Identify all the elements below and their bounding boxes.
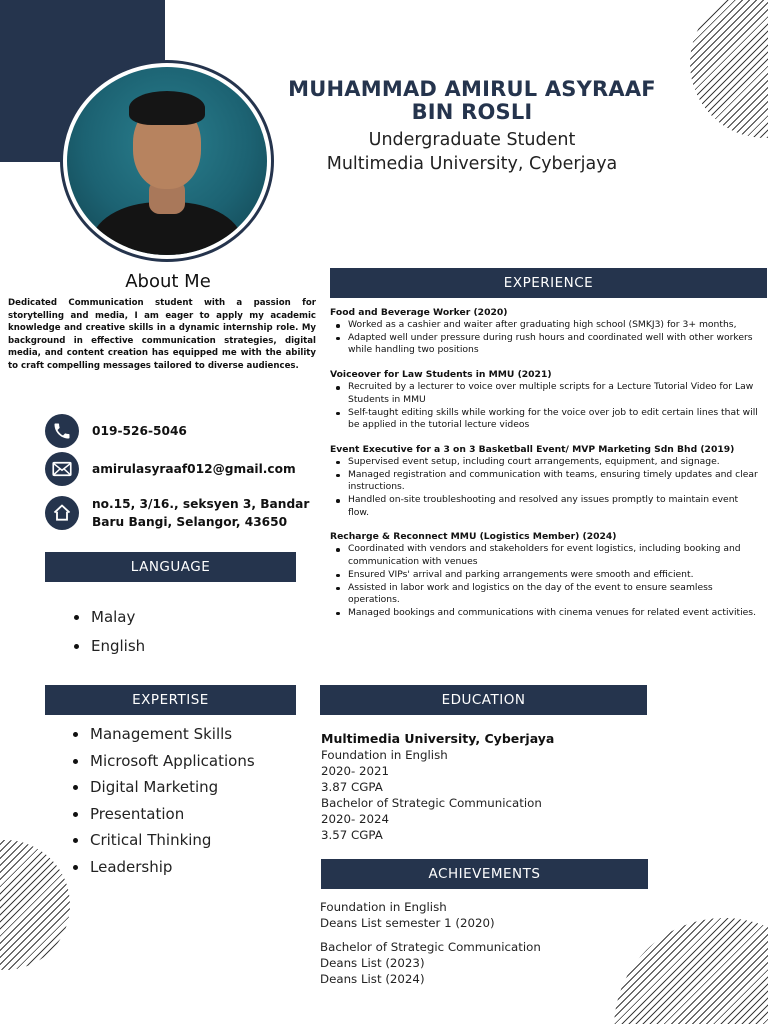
- experience-entry: [330, 530, 762, 619]
- education-line: 3.57 CGPA: [321, 828, 383, 842]
- achievement-line: Foundation in English: [320, 900, 447, 914]
- decorative-hatched-circle-bottom-left: [0, 840, 70, 970]
- job-title: Recharge & Reconnect MMU (Logistics Member) (2024): [330, 531, 617, 543]
- decorative-hatched-circle-top-right: [690, 0, 768, 138]
- experience-heading: EXPERIENCE: [330, 268, 767, 298]
- job-bullet: Recruited by a lecturer to voice over multiple scripts for a Lecture Tutorial Video for Law Students in MMU: [330, 381, 762, 406]
- job-bullet: Supervised event setup, including court arrangements, equipment, and signage.: [330, 456, 762, 469]
- list-item: Critical Thinking: [73, 827, 255, 854]
- job-bullet: Ensured VIPs' arrival and parking arrangements were smooth and efficient.: [330, 569, 762, 582]
- achievement-group: [320, 939, 650, 987]
- list-item: Leadership: [73, 854, 255, 881]
- experience-entry: [330, 306, 762, 357]
- job-bullet: Handled on-site troubleshooting and resolved any issues promptly to maintain event flow.: [330, 494, 762, 519]
- contact-phone-row: [45, 414, 187, 448]
- profile-photo-image: [67, 67, 267, 255]
- education-line: Bachelor of Strategic Communication: [321, 796, 542, 810]
- list-item: Malay: [74, 603, 145, 632]
- experience-entry: [330, 443, 762, 520]
- candidate-name-line1: MUHAMMAD AMIRUL ASYRAAF: [288, 77, 656, 101]
- job-title: Voiceover for Law Students in MMU (2021): [330, 369, 552, 381]
- education-line: 2020- 2024: [321, 812, 390, 826]
- list-item: Microsoft Applications: [73, 748, 255, 775]
- job-bullet: Assisted in labor work and logistics on the day of the event to ensure seamless operations.: [330, 582, 762, 607]
- list-item: Management Skills: [73, 721, 255, 748]
- contact-email[interactable]: amirulasyraaf012@gmail.com: [92, 462, 296, 476]
- achievement-line: Deans List (2023): [320, 956, 425, 970]
- candidate-name: [282, 78, 662, 124]
- experience-list: [330, 306, 762, 631]
- subtitle-role: Undergraduate Student: [368, 130, 576, 150]
- home-icon: [45, 496, 79, 530]
- education-line: 2020- 2021: [321, 764, 390, 778]
- achievements-heading: ACHIEVEMENTS: [321, 859, 648, 889]
- education-heading: EDUCATION: [320, 685, 647, 715]
- contact-address: [92, 495, 309, 531]
- achievement-line: Bachelor of Strategic Communication: [320, 940, 541, 954]
- achievement-group: [320, 899, 650, 931]
- candidate-subtitle: [282, 128, 662, 176]
- job-bullet: Managed registration and communication with teams, ensuring timely updates and clear instructions.: [330, 469, 762, 494]
- contact-phone[interactable]: 019-526-5046: [92, 424, 187, 438]
- achievement-line: Deans List (2024): [320, 972, 425, 986]
- job-title: Event Executive for a 3 on 3 Basketball Event/ MVP Marketing Sdn Bhd (2019): [330, 443, 735, 455]
- job-title: Food and Beverage Worker (2020): [330, 307, 508, 318]
- list-item: Presentation: [73, 801, 255, 828]
- job-bullet: Worked as a cashier and waiter after graduating high school (SMKJ3) for 3+ months,: [330, 319, 762, 332]
- experience-entry: [330, 368, 762, 432]
- education-school: Multimedia University, Cyberjaya: [321, 731, 555, 746]
- education-section: [321, 730, 651, 843]
- candidate-name-line2: BIN ROSLI: [411, 100, 533, 124]
- language-heading: LANGUAGE: [45, 552, 296, 582]
- profile-photo: [60, 60, 274, 262]
- about-paragraph: Dedicated Communication student with a passion for storytelling and media, I am eager to apply my academic knowledge and creative skills in a dynamic internship role. My background in effective communication strategies, digital media, and content creation has equipped me with the ability to craft compelling messages tailored to diverse audiences.: [8, 298, 316, 371]
- contact-address-row: [45, 495, 309, 531]
- language-list: [74, 603, 145, 661]
- achievement-line: Deans List semester 1 (2020): [320, 916, 495, 930]
- about-heading: About Me: [125, 271, 211, 292]
- address-line1: no.15, 3/16., seksyen 3, Bandar: [92, 497, 310, 511]
- subtitle-institution: Multimedia University, Cyberjaya: [326, 154, 618, 174]
- phone-icon: [45, 414, 79, 448]
- envelope-icon: [45, 452, 79, 486]
- achievements-section: [320, 899, 650, 995]
- list-item: English: [74, 632, 145, 661]
- address-line2: Baru Bangi, Selangor, 43650: [92, 515, 288, 529]
- education-line: Foundation in English: [321, 748, 448, 762]
- job-bullet: Adapted well under pressure during rush hours and coordinated well with other workers while handling two positions: [330, 332, 762, 357]
- job-bullet: Coordinated with vendors and stakeholders for event logistics, including booking and communication with venues: [330, 543, 762, 568]
- job-bullet: Self-taught editing skills while working for the voice over job to edit certain lines that will be applied in the tutorial lecture videos: [330, 407, 762, 432]
- expertise-list: [73, 721, 255, 880]
- education-line: 3.87 CGPA: [321, 780, 383, 794]
- job-bullet: Managed bookings and communications with cinema venues for related event activities.: [330, 607, 762, 620]
- contact-email-row: [45, 452, 296, 486]
- expertise-heading: EXPERTISE: [45, 685, 296, 715]
- list-item: Digital Marketing: [73, 774, 255, 801]
